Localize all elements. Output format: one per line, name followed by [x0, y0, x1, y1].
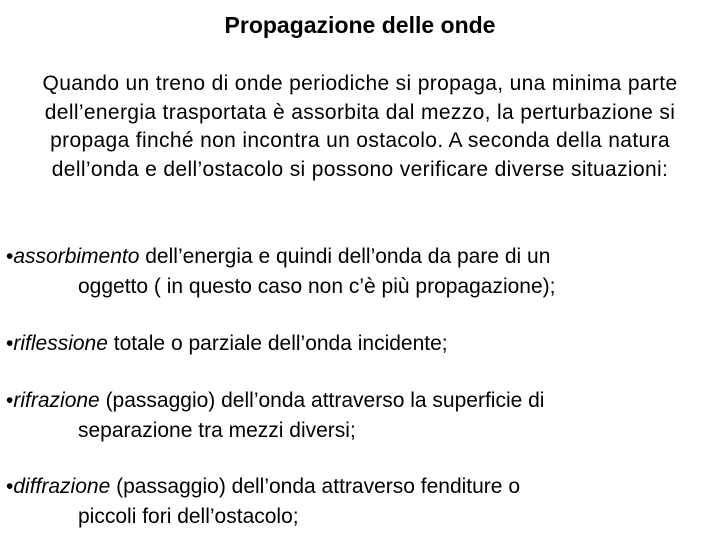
slide-title: Propagazione delle onde	[224, 12, 496, 38]
bullet-marker: •	[6, 332, 14, 355]
intro-paragraph: Quando un treno di onde periodiche si propaga, una minima parte dell’energia trasportata è assorbita dal mezzo, la perturbazione si propaga finché non incontra un ostacolo. A seconda della natura dell’onda e dell’ostacolo si possono verificare diverse situazioni:	[42, 72, 678, 181]
bullet-term: diffrazione	[13, 475, 111, 498]
bullet-term: assorbimento	[13, 245, 140, 268]
bullet-text: (passaggio) dell’onda attraverso fenditure o	[110, 475, 520, 498]
bullet-marker: •	[6, 475, 14, 498]
bullet-item-assorbimento	[6, 242, 711, 302]
bullet-item-diffrazione	[6, 472, 711, 532]
bullet-text: totale o parziale dell’onda incidente;	[107, 332, 448, 355]
bullet-text-continuation: separazione tra mezzi diversi;	[78, 419, 356, 442]
bullet-marker: •	[6, 389, 14, 412]
bullet-text: dell’energia e quindi dell’onda da pare di un	[139, 245, 551, 268]
bullet-text-continuation: piccoli fori dell’ostacolo;	[78, 505, 299, 528]
bullet-term: riflessione	[13, 332, 108, 355]
bullet-item-riflessione	[6, 329, 711, 359]
bullet-term: rifrazione	[13, 389, 100, 412]
bullet-marker: •	[6, 245, 14, 268]
bullet-text: (passaggio) dell’onda attraverso la superficie di	[99, 389, 545, 412]
bullet-item-rifrazione	[6, 386, 711, 446]
bullet-text-continuation: oggetto ( in questo caso non c’è più propagazione);	[78, 275, 556, 298]
